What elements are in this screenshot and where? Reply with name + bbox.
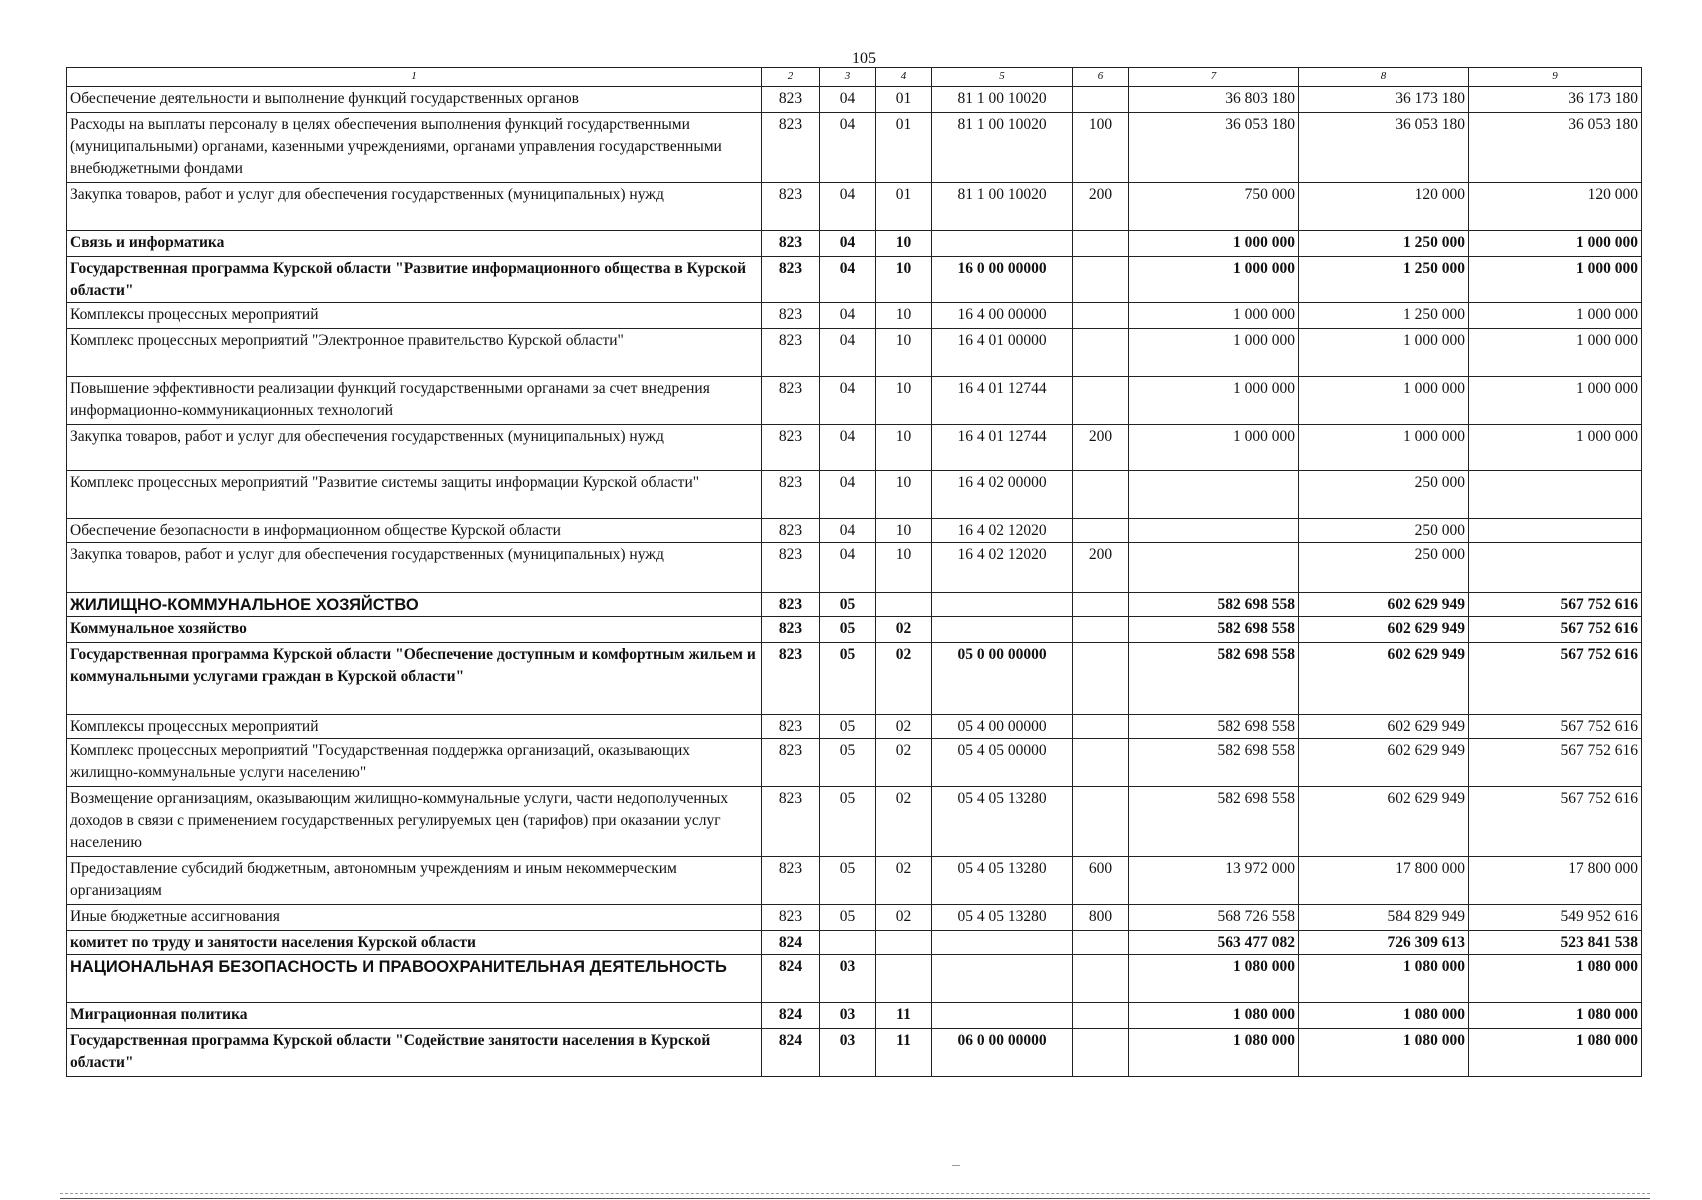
row-admin-code: 823 <box>762 87 820 113</box>
header-row <box>67 68 1642 87</box>
row-sum-year-1 <box>1129 519 1299 543</box>
row-subsection: 02 <box>876 739 932 787</box>
row-section: 04 <box>820 471 876 519</box>
row-subsection: 11 <box>876 1029 932 1077</box>
row-sum-year-2: 250 000 <box>1299 471 1469 519</box>
row-sum-year-3: 36 053 180 <box>1469 113 1642 183</box>
header-col-9: 9 <box>1469 68 1642 87</box>
row-name: Государственная программа Курской области "Содействие занятости населения в Курской области" <box>67 1029 762 1077</box>
row-expense-type <box>1073 303 1129 329</box>
table-row <box>67 519 1642 543</box>
table-row <box>67 257 1642 303</box>
row-section: 04 <box>820 329 876 377</box>
row-target-article: 16 4 01 12744 <box>932 425 1073 471</box>
bottom-divider-dashed <box>60 1193 1650 1194</box>
row-section: 04 <box>820 303 876 329</box>
header-col-8: 8 <box>1299 68 1469 87</box>
row-sum-year-2: 250 000 <box>1299 519 1469 543</box>
row-sum-year-1: 1 000 000 <box>1129 231 1299 257</box>
row-section: 03 <box>820 1003 876 1029</box>
row-sum-year-3: 523 841 538 <box>1469 931 1642 955</box>
row-admin-code: 823 <box>762 787 820 857</box>
row-subsection: 02 <box>876 857 932 905</box>
row-sum-year-1: 1 080 000 <box>1129 1003 1299 1029</box>
row-section: 05 <box>820 905 876 931</box>
table-row <box>67 425 1642 471</box>
row-target-article: 05 4 05 13280 <box>932 905 1073 931</box>
row-sum-year-2: 36 053 180 <box>1299 113 1469 183</box>
row-sum-year-2: 120 000 <box>1299 183 1469 231</box>
page-number: 105 <box>852 50 876 67</box>
row-sum-year-1 <box>1129 471 1299 519</box>
row-subsection: 01 <box>876 87 932 113</box>
row-name: Комплексы процессных мероприятий <box>67 715 762 739</box>
row-sum-year-3: 567 752 616 <box>1469 787 1642 857</box>
row-name: Коммунальное хозяйство <box>67 617 762 643</box>
row-sum-year-3: 1 000 000 <box>1469 377 1642 425</box>
table-row <box>67 857 1642 905</box>
row-sum-year-3: 1 080 000 <box>1469 1003 1642 1029</box>
row-admin-code: 824 <box>762 931 820 955</box>
row-target-article: 05 4 05 00000 <box>932 739 1073 787</box>
row-target-article: 05 4 00 00000 <box>932 715 1073 739</box>
row-expense-type <box>1073 955 1129 1003</box>
row-admin-code: 823 <box>762 329 820 377</box>
row-subsection: 10 <box>876 425 932 471</box>
header-col-2: 2 <box>762 68 820 87</box>
row-subsection: 10 <box>876 471 932 519</box>
row-section: 04 <box>820 377 876 425</box>
row-section: 04 <box>820 113 876 183</box>
header-col-5: 5 <box>932 68 1073 87</box>
row-expense-type <box>1073 931 1129 955</box>
row-target-article: 16 4 02 12020 <box>932 519 1073 543</box>
table-row <box>67 617 1642 643</box>
row-name: Комплекс процессных мероприятий "Электронное правительство Курской области" <box>67 329 762 377</box>
row-expense-type: 800 <box>1073 905 1129 931</box>
row-admin-code: 823 <box>762 593 820 617</box>
row-section: 04 <box>820 183 876 231</box>
row-target-article: 06 0 00 00000 <box>932 1029 1073 1077</box>
row-expense-type <box>1073 329 1129 377</box>
row-sum-year-1: 1 000 000 <box>1129 257 1299 303</box>
row-admin-code: 823 <box>762 377 820 425</box>
row-admin-code: 824 <box>762 1029 820 1077</box>
row-sum-year-1: 13 972 000 <box>1129 857 1299 905</box>
row-subsection <box>876 955 932 1003</box>
row-sum-year-3: 120 000 <box>1469 183 1642 231</box>
row-sum-year-2: 1 000 000 <box>1299 329 1469 377</box>
row-sum-year-2: 1 000 000 <box>1299 377 1469 425</box>
row-name: Предоставление субсидий бюджетным, автономным учреждениям и иным некоммерческим организациям <box>67 857 762 905</box>
row-expense-type <box>1073 1029 1129 1077</box>
row-sum-year-3: 1 000 000 <box>1469 425 1642 471</box>
row-target-article <box>932 955 1073 1003</box>
row-sum-year-1: 582 698 558 <box>1129 593 1299 617</box>
row-sum-year-3: 567 752 616 <box>1469 593 1642 617</box>
row-target-article <box>932 617 1073 643</box>
row-target-article: 16 4 01 12744 <box>932 377 1073 425</box>
row-subsection <box>876 931 932 955</box>
row-subsection: 10 <box>876 303 932 329</box>
row-sum-year-2: 17 800 000 <box>1299 857 1469 905</box>
row-sum-year-2: 1 250 000 <box>1299 257 1469 303</box>
row-target-article: 81 1 00 10020 <box>932 113 1073 183</box>
header-col-4: 4 <box>876 68 932 87</box>
row-sum-year-3: 567 752 616 <box>1469 643 1642 715</box>
row-admin-code: 823 <box>762 739 820 787</box>
row-admin-code: 823 <box>762 857 820 905</box>
row-section: 04 <box>820 87 876 113</box>
row-sum-year-1: 36 803 180 <box>1129 87 1299 113</box>
row-admin-code: 823 <box>762 113 820 183</box>
row-sum-year-1: 568 726 558 <box>1129 905 1299 931</box>
row-section: 05 <box>820 857 876 905</box>
row-section: 05 <box>820 715 876 739</box>
row-target-article: 05 4 05 13280 <box>932 857 1073 905</box>
row-expense-type: 100 <box>1073 113 1129 183</box>
row-name: Комплексы процессных мероприятий <box>67 303 762 329</box>
row-admin-code: 823 <box>762 905 820 931</box>
table-row <box>67 593 1642 617</box>
row-expense-type <box>1073 257 1129 303</box>
header-col-3: 3 <box>820 68 876 87</box>
row-expense-type: 600 <box>1073 857 1129 905</box>
row-expense-type <box>1073 87 1129 113</box>
row-target-article: 16 4 02 12020 <box>932 543 1073 593</box>
row-subsection: 10 <box>876 231 932 257</box>
row-admin-code: 824 <box>762 955 820 1003</box>
header-col-6: 6 <box>1073 68 1129 87</box>
bottom-divider <box>60 1198 1650 1199</box>
row-target-article: 16 4 02 00000 <box>932 471 1073 519</box>
row-name: Связь и информатика <box>67 231 762 257</box>
row-name: Комплекс процессных мероприятий "Государственная поддержка организаций, оказывающих жилищно-коммунальные услуги населению" <box>67 739 762 787</box>
row-subsection: 10 <box>876 257 932 303</box>
budget-table <box>66 67 1642 1077</box>
row-name: Расходы на выплаты персоналу в целях обеспечения выполнения функций государственными (муниципальными) органами, казенными учреждениями, органами управления государственными внебюджетными фондами <box>67 113 762 183</box>
row-sum-year-1: 1 080 000 <box>1129 955 1299 1003</box>
row-sum-year-2: 602 629 949 <box>1299 643 1469 715</box>
row-sum-year-2: 584 829 949 <box>1299 905 1469 931</box>
row-target-article <box>932 1003 1073 1029</box>
row-target-article: 05 0 00 00000 <box>932 643 1073 715</box>
table-row <box>67 183 1642 231</box>
row-section: 05 <box>820 787 876 857</box>
row-sum-year-3: 567 752 616 <box>1469 617 1642 643</box>
table-row <box>67 303 1642 329</box>
table-row <box>67 905 1642 931</box>
row-name: Закупка товаров, работ и услуг для обеспечения государственных (муниципальных) нужд <box>67 425 762 471</box>
row-subsection: 10 <box>876 377 932 425</box>
row-sum-year-2: 602 629 949 <box>1299 617 1469 643</box>
row-target-article: 05 4 05 13280 <box>932 787 1073 857</box>
row-name: Миграционная политика <box>67 1003 762 1029</box>
row-sum-year-1 <box>1129 543 1299 593</box>
row-sum-year-1: 1 000 000 <box>1129 329 1299 377</box>
row-expense-type: 200 <box>1073 425 1129 471</box>
row-name: Комплекс процессных мероприятий "Развитие системы защиты информации Курской области" <box>67 471 762 519</box>
row-sum-year-1: 36 053 180 <box>1129 113 1299 183</box>
row-sum-year-3: 1 000 000 <box>1469 303 1642 329</box>
row-expense-type <box>1073 787 1129 857</box>
row-target-article: 81 1 00 10020 <box>932 183 1073 231</box>
row-admin-code: 823 <box>762 303 820 329</box>
scan-mark <box>952 1165 960 1166</box>
table-row <box>67 113 1642 183</box>
row-sum-year-3 <box>1469 543 1642 593</box>
row-expense-type <box>1073 593 1129 617</box>
row-sum-year-1: 582 698 558 <box>1129 617 1299 643</box>
row-name: Государственная программа Курской области "Развитие информационного общества в Курской области" <box>67 257 762 303</box>
row-section: 04 <box>820 425 876 471</box>
row-section: 03 <box>820 1029 876 1077</box>
row-admin-code: 823 <box>762 183 820 231</box>
row-sum-year-2: 250 000 <box>1299 543 1469 593</box>
header-col-1: 1 <box>67 68 762 87</box>
row-admin-code: 823 <box>762 715 820 739</box>
row-expense-type: 200 <box>1073 183 1129 231</box>
table-row <box>67 1003 1642 1029</box>
row-sum-year-2: 1 080 000 <box>1299 955 1469 1003</box>
row-subsection: 01 <box>876 113 932 183</box>
row-sum-year-2: 1 000 000 <box>1299 425 1469 471</box>
row-target-article: 16 4 00 00000 <box>932 303 1073 329</box>
table-row <box>67 955 1642 1003</box>
table-row <box>67 377 1642 425</box>
row-section: 05 <box>820 739 876 787</box>
table-row <box>67 739 1642 787</box>
header-col-7: 7 <box>1129 68 1299 87</box>
row-expense-type <box>1073 715 1129 739</box>
row-name: Возмещение организациям, оказывающим жилищно-коммунальные услуги, части недополученных доходов в связи с применением государственных регулируемых цен (тарифов) при оказании услуг населению <box>67 787 762 857</box>
row-admin-code: 823 <box>762 257 820 303</box>
row-section: 05 <box>820 617 876 643</box>
row-expense-type: 200 <box>1073 543 1129 593</box>
row-admin-code: 823 <box>762 519 820 543</box>
row-name: Закупка товаров, работ и услуг для обеспечения государственных (муниципальных) нужд <box>67 183 762 231</box>
row-sum-year-1: 563 477 082 <box>1129 931 1299 955</box>
row-sum-year-3: 549 952 616 <box>1469 905 1642 931</box>
row-sum-year-3: 36 173 180 <box>1469 87 1642 113</box>
row-section: 04 <box>820 543 876 593</box>
row-sum-year-3: 1 000 000 <box>1469 329 1642 377</box>
table-body <box>67 87 1642 1077</box>
row-subsection: 10 <box>876 519 932 543</box>
row-sum-year-1: 1 000 000 <box>1129 303 1299 329</box>
row-sum-year-3: 567 752 616 <box>1469 715 1642 739</box>
row-expense-type <box>1073 519 1129 543</box>
row-sum-year-3 <box>1469 519 1642 543</box>
row-expense-type <box>1073 231 1129 257</box>
table-row <box>67 715 1642 739</box>
row-expense-type <box>1073 1003 1129 1029</box>
row-name: комитет по труду и занятости населения Курской области <box>67 931 762 955</box>
row-admin-code: 823 <box>762 425 820 471</box>
row-subsection: 01 <box>876 183 932 231</box>
table-row <box>67 87 1642 113</box>
row-sum-year-1: 582 698 558 <box>1129 715 1299 739</box>
row-name: Закупка товаров, работ и услуг для обеспечения государственных (муниципальных) нужд <box>67 543 762 593</box>
row-section: 04 <box>820 231 876 257</box>
row-sum-year-3: 567 752 616 <box>1469 739 1642 787</box>
row-sum-year-3: 1 080 000 <box>1469 955 1642 1003</box>
row-name: Иные бюджетные ассигнования <box>67 905 762 931</box>
row-sum-year-1: 1 080 000 <box>1129 1029 1299 1077</box>
row-expense-type <box>1073 643 1129 715</box>
row-section: 05 <box>820 593 876 617</box>
row-admin-code: 823 <box>762 471 820 519</box>
row-sum-year-1: 750 000 <box>1129 183 1299 231</box>
row-target-article: 16 0 00 00000 <box>932 257 1073 303</box>
row-sum-year-2: 1 080 000 <box>1299 1029 1469 1077</box>
row-name: Обеспечение безопасности в информационном обществе Курской области <box>67 519 762 543</box>
row-expense-type <box>1073 377 1129 425</box>
row-sum-year-1: 582 698 558 <box>1129 787 1299 857</box>
row-subsection: 02 <box>876 905 932 931</box>
table-row <box>67 787 1642 857</box>
row-subsection: 11 <box>876 1003 932 1029</box>
table-row <box>67 329 1642 377</box>
row-sum-year-2: 602 629 949 <box>1299 715 1469 739</box>
row-sum-year-2: 1 250 000 <box>1299 231 1469 257</box>
row-admin-code: 823 <box>762 231 820 257</box>
row-subsection: 10 <box>876 543 932 593</box>
row-sum-year-3 <box>1469 471 1642 519</box>
row-sum-year-3: 1 000 000 <box>1469 231 1642 257</box>
table-row <box>67 643 1642 715</box>
row-sum-year-2: 602 629 949 <box>1299 739 1469 787</box>
row-sum-year-2: 602 629 949 <box>1299 593 1469 617</box>
table-row <box>67 1029 1642 1077</box>
row-sum-year-3: 1 000 000 <box>1469 257 1642 303</box>
table-row <box>67 471 1642 519</box>
row-target-article <box>932 593 1073 617</box>
row-expense-type <box>1073 739 1129 787</box>
table-row <box>67 231 1642 257</box>
row-subsection: 02 <box>876 715 932 739</box>
row-sum-year-3: 17 800 000 <box>1469 857 1642 905</box>
row-target-article <box>932 231 1073 257</box>
row-sum-year-1: 582 698 558 <box>1129 739 1299 787</box>
row-section: 04 <box>820 257 876 303</box>
row-sum-year-1: 1 000 000 <box>1129 377 1299 425</box>
table-row <box>67 543 1642 593</box>
row-section: 05 <box>820 643 876 715</box>
row-section: 04 <box>820 519 876 543</box>
row-section <box>820 931 876 955</box>
row-subsection: 02 <box>876 787 932 857</box>
row-sum-year-2: 602 629 949 <box>1299 787 1469 857</box>
row-section: 03 <box>820 955 876 1003</box>
row-name: Обеспечение деятельности и выполнение функций государственных органов <box>67 87 762 113</box>
row-sum-year-1: 582 698 558 <box>1129 643 1299 715</box>
table-row <box>67 931 1642 955</box>
row-admin-code: 823 <box>762 617 820 643</box>
row-subsection: 02 <box>876 643 932 715</box>
row-name: ЖИЛИЩНО-КОММУНАЛЬНОЕ ХОЗЯЙСТВО <box>67 593 762 617</box>
row-name: НАЦИОНАЛЬНАЯ БЕЗОПАСНОСТЬ И ПРАВООХРАНИТЕЛЬНАЯ ДЕЯТЕЛЬНОСТЬ <box>67 955 762 1003</box>
row-sum-year-2: 36 173 180 <box>1299 87 1469 113</box>
row-target-article: 81 1 00 10020 <box>932 87 1073 113</box>
row-admin-code: 823 <box>762 543 820 593</box>
row-subsection: 10 <box>876 329 932 377</box>
row-sum-year-2: 1 250 000 <box>1299 303 1469 329</box>
row-admin-code: 823 <box>762 643 820 715</box>
row-admin-code: 824 <box>762 1003 820 1029</box>
row-name: Государственная программа Курской области "Обеспечение доступным и комфортным жильем и коммунальными услугами граждан в Курской области" <box>67 643 762 715</box>
row-name: Повышение эффективности реализации функций государственными органами за счет внедрения информационно-коммуникационных технологий <box>67 377 762 425</box>
row-sum-year-2: 1 080 000 <box>1299 1003 1469 1029</box>
row-subsection <box>876 593 932 617</box>
row-target-article: 16 4 01 00000 <box>932 329 1073 377</box>
row-target-article <box>932 931 1073 955</box>
row-subsection: 02 <box>876 617 932 643</box>
row-expense-type <box>1073 471 1129 519</box>
row-sum-year-3: 1 080 000 <box>1469 1029 1642 1077</box>
row-expense-type <box>1073 617 1129 643</box>
row-sum-year-2: 726 309 613 <box>1299 931 1469 955</box>
row-sum-year-1: 1 000 000 <box>1129 425 1299 471</box>
